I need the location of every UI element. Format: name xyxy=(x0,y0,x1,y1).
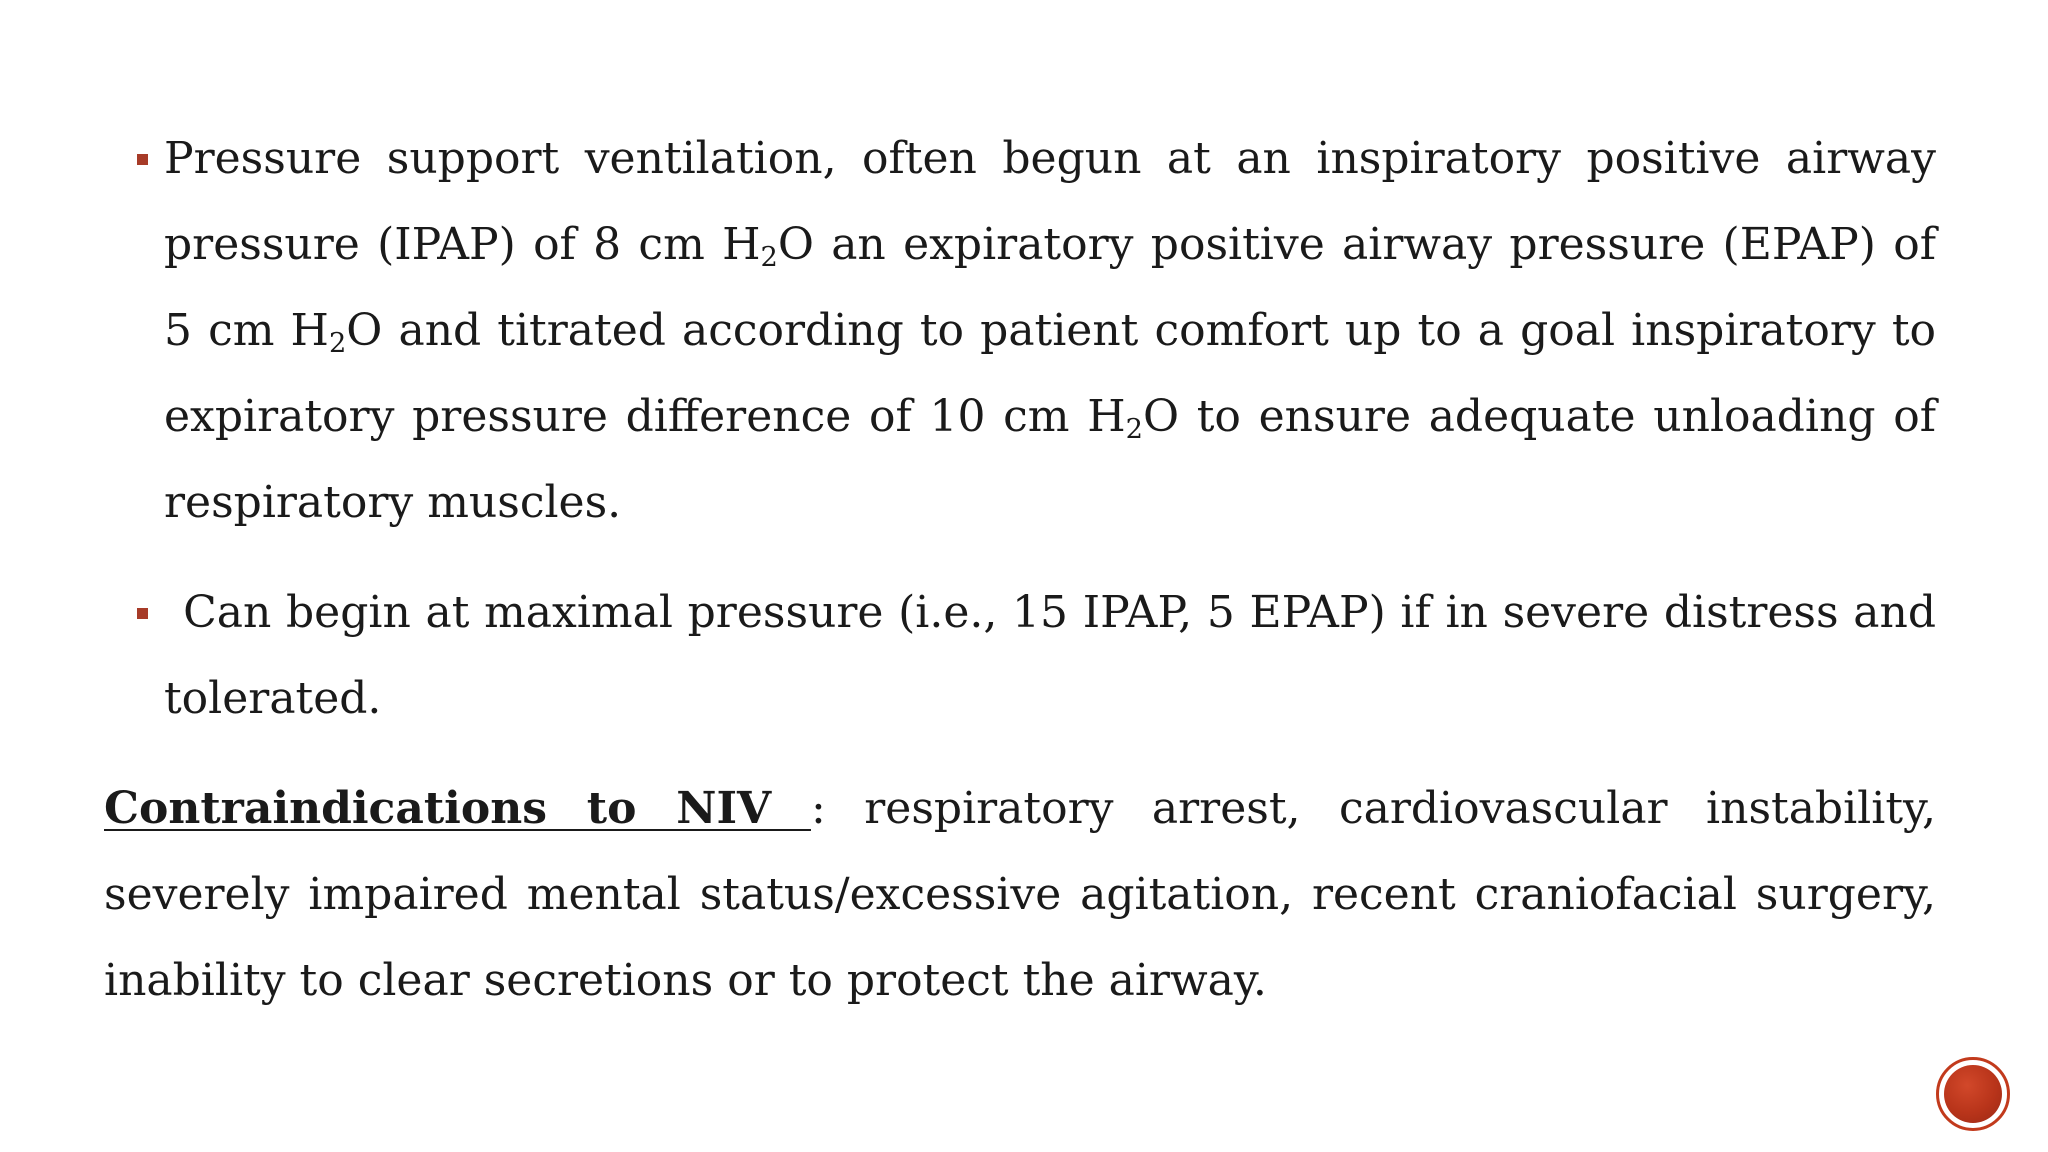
slide-badge-icon xyxy=(1936,1057,2010,1131)
bullet-item-maximal-pressure xyxy=(134,570,1936,742)
subscript: 2 xyxy=(328,327,347,359)
slide-body xyxy=(104,116,1937,1024)
bullet-text-segment: O to ensure adequate unloading of respiratory muscles. xyxy=(164,391,1936,528)
bullet-text-segment: Can begin at maximal pressure (i.e., 15 IPAP, 5 EPAP) if in severe distress and tolerated. xyxy=(164,587,1936,724)
subscript: 2 xyxy=(1125,413,1143,445)
bullet-text xyxy=(164,570,1936,742)
contraindications-paragraph xyxy=(104,766,1936,1024)
subscript: 2 xyxy=(760,241,778,273)
slide-badge-fill xyxy=(1944,1065,2002,1123)
contraindications-separator: : xyxy=(810,783,865,834)
square-bullet-icon xyxy=(137,154,148,165)
contraindications-text: respiratory arrest, cardiovascular instability, severely impaired mental status/excessive agitation, recent craniofacial surgery, inability to clear secretions or to protect the airway. xyxy=(104,783,1937,1006)
bullet-item-pressure-support xyxy=(134,116,1936,546)
bullet-text xyxy=(164,116,1936,546)
bullet-text-segment: Pressure support ventilation, often begun at an inspiratory positive airway pressure (IPAP) of 8 cm H xyxy=(164,133,1936,270)
bullet-text-segment: O an expiratory positive airway pressure (EPAP) of 5 cm H xyxy=(164,219,1937,356)
contraindications-heading: Contraindications to NIV xyxy=(104,783,811,834)
square-bullet-icon xyxy=(137,608,148,619)
bullet-text-segment: O and titrated according to patient comfort up to a goal inspiratory to expiratory pressure difference of 10 cm H xyxy=(164,305,1937,442)
